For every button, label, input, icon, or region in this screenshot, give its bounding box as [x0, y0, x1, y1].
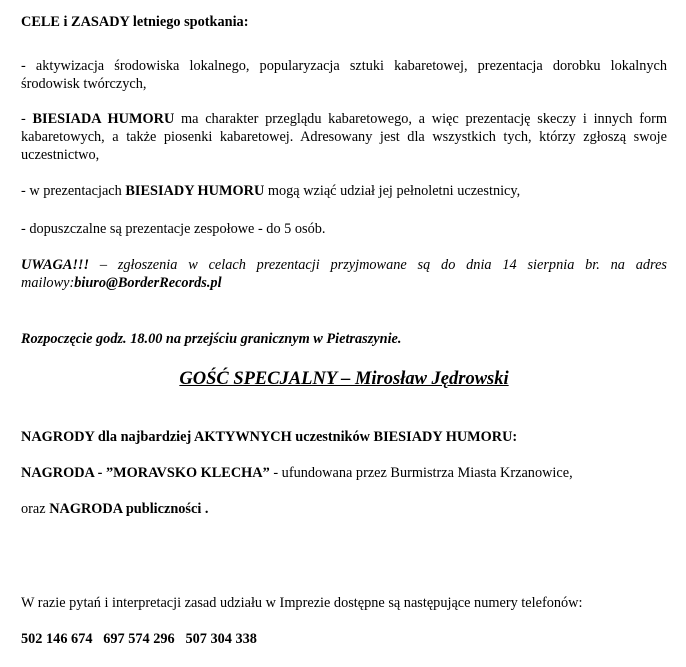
contact-text: W razie pytań i interpretacji zasad udziału w Imprezie dostępne są następujące numery telefonów: [21, 595, 583, 611]
start-time: Rozpoczęcie godz. 18.00 na przejściu granicznym w Pietraszynie. [21, 331, 402, 347]
special-guest: GOŚĆ SPECJALNY – Mirosław Jędrowski [179, 369, 509, 389]
prizes-text-2: uczestników [291, 429, 374, 445]
item-prefix: - w prezentacjach [21, 183, 126, 199]
item-text: ma charakter przeglądu kabaretowego, a więc prezentację skeczy i innych form kabaretowych, a także piosenki kabaretowej. Adresowany jest dla wszystkich tych, którzy zgłoszą swoje uczestnictwo, [21, 111, 668, 163]
section-title: CELE i ZASADY letniego spotkania: [21, 14, 249, 30]
prizes-active: AKTYWNYCH [194, 429, 292, 445]
item-text: mogą wziąć udział jej pełnoletni uczestnicy, [264, 183, 521, 199]
phone-2[interactable]: 697 574 296 [103, 631, 175, 647]
prizes-text: dla najbardziej [94, 429, 195, 445]
event-name: BIESIADY HUMORU [125, 183, 265, 199]
goal-item-2 [21, 110, 667, 164]
notice-text: – zgłoszenia w celach prezentacji przyjmowane są do dnia 14 sierpnia br. na adres mailowy: [21, 257, 667, 291]
prize-word: NAGRODA [49, 501, 123, 517]
phone-numbers [21, 630, 667, 648]
prize-audience: publiczności [122, 501, 202, 517]
notice [21, 256, 667, 292]
prize-2 [21, 500, 667, 518]
prize-suffix: . [201, 501, 209, 517]
item-prefix: - [21, 111, 33, 127]
phone-1[interactable]: 502 146 674 [21, 631, 93, 647]
event-name: BIESIADA HUMORU [32, 111, 175, 127]
prizes-word: NAGRODY [21, 429, 95, 445]
goal-item-4: - dopuszczalne są prezentacje zespołowe - do 5 osób. [21, 221, 326, 237]
prizes-heading [21, 428, 667, 446]
notice-label: UWAGA!!! [21, 257, 90, 273]
phone-3[interactable]: 507 304 338 [185, 631, 257, 647]
prize-prefix: oraz [21, 501, 50, 517]
goal-item-3 [21, 182, 667, 200]
goal-item-1: - aktywizacja środowiska lokalnego, popularyzacja sztuki kabaretowej, prezentacja dorobku lokalnych środowisk twórczych, [21, 58, 667, 92]
prize-name: NAGRODA - ”MORAVSKO KLECHA” [21, 465, 270, 481]
email-link[interactable]: biuro@BorderRecords.pl [74, 275, 222, 291]
prize-sponsor: - ufundowana przez Burmistrza Miasta Krzanowice, [269, 465, 573, 481]
event-name: BIESIADY HUMORU: [373, 429, 518, 445]
prize-1 [21, 464, 667, 482]
